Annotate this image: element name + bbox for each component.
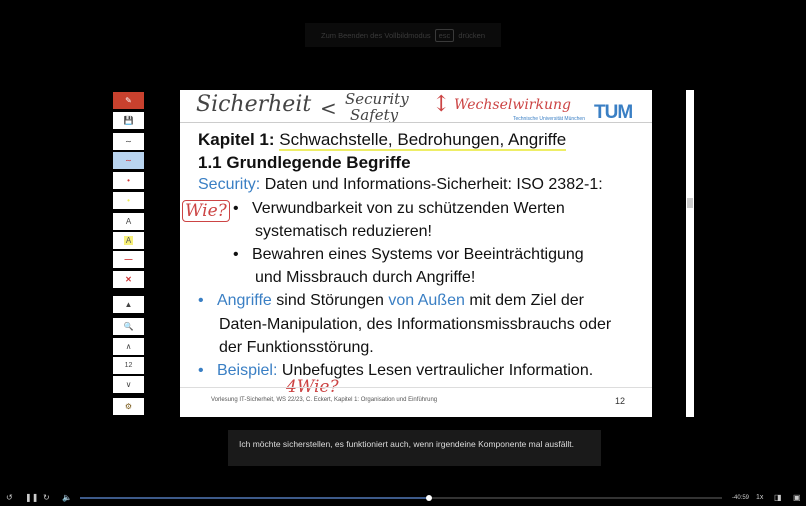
- beispiel-text: Unbefugtes Lesen vertraulicher Information.: [281, 362, 594, 379]
- dot-red-icon[interactable]: •: [113, 172, 144, 189]
- forward-icon[interactable]: ↻: [43, 493, 50, 502]
- pen-red-icon[interactable]: ∼: [113, 152, 144, 169]
- rewind-icon[interactable]: ↺: [6, 493, 13, 502]
- bullet2-line2: und Missbrauch durch Angriffe!: [255, 269, 476, 286]
- collapse-up-icon[interactable]: ▲: [113, 296, 144, 313]
- fullscreen-exit-icon[interactable]: ▣: [793, 493, 801, 502]
- pen-tool-icon[interactable]: ✎: [113, 92, 144, 109]
- bullet1-line1: Verwundbarkeit von zu schützenden Werten: [251, 200, 565, 217]
- university-name: Technische Universität München: [513, 116, 585, 122]
- delete-icon[interactable]: ✕: [113, 271, 144, 288]
- angriffe-line3: der Funktionsstörung.: [219, 339, 374, 356]
- security-label: Security:: [198, 176, 261, 193]
- slide-scrollbar[interactable]: [686, 90, 694, 417]
- tum-logo: TUM: [594, 102, 633, 123]
- handwriting-bracket: <: [320, 96, 337, 120]
- title-text: Schwachstelle, Bedrohungen, Angriffe: [279, 130, 567, 149]
- slide-subtitle: 1.1 Grundlegende Begriffe: [198, 153, 411, 172]
- slide: Sicherheit < Security Safety ↕ Wechselwirkung Technische Universität München TUM Kapitel 1: Schwachstelle, Bedrohungen, Angriffe 1.1 Grundlegende Begriffe Security: Daten und Informations-Sicherheit: ISO 2382-1: Wie? • Verwundbarkeit von zu schützenden Werten systematisch reduzieren! • Bewahren eines Systems vor Beeinträchtigung und Missbrauch durch Angriffe! • Angriffe sind Störungen von Außen mit dem Ziel der Daten-Manipulation, des Informationsmissbrauchs oder der Funktionsstörung. • Beispiel: Unbefugtes Lesen vertraulicher Information. 4Wie? Vorlesung IT-Sicherheit, WS 22/23, C. Eckert, Kapitel 1: Organisation und Einführung 12: [180, 90, 652, 417]
- angriffe-line2: Daten-Manipulation, des Informationsmissbrauchs oder: [219, 316, 612, 333]
- page-number: 12: [113, 357, 144, 374]
- dot-yellow-icon[interactable]: •: [113, 192, 144, 209]
- footer-divider: [180, 387, 652, 388]
- picture-in-picture-icon[interactable]: ◨: [774, 493, 782, 502]
- handwriting-sicherheit: Sicherheit: [196, 92, 312, 117]
- next-page-icon[interactable]: ∨: [113, 376, 144, 393]
- title-bold: Kapitel 1:: [198, 130, 275, 149]
- esc-key: esc: [435, 29, 455, 42]
- progress-fill: [80, 497, 429, 499]
- subtitle-caption: Ich möchte sicherstellen, es funktioniert auch, wenn irgendeine Komponente mal ausfällt.: [228, 430, 601, 466]
- angriffe-text: sind Störungen: [276, 292, 384, 309]
- hint-text-after: drücken: [458, 30, 485, 40]
- beispiel-label: Beispiel:: [216, 362, 278, 379]
- slide-footer: Vorlesung IT-Sicherheit, WS 22/23, C. Eckert, Kapitel 1: Organisation und Einführung: [211, 397, 438, 403]
- header-divider: [180, 122, 652, 123]
- fullscreen-hint: [305, 23, 501, 47]
- highlight-tool-icon[interactable]: A: [113, 232, 144, 249]
- bullet1-line2: systematisch reduzieren!: [255, 223, 432, 240]
- progress-handle[interactable]: [426, 495, 432, 501]
- handwriting-safety: Safety: [350, 106, 399, 124]
- slide-page-number: 12: [615, 396, 626, 406]
- pen-black-icon[interactable]: ∼: [113, 133, 144, 150]
- security-text: Daten und Informations-Sicherheit: ISO 2382-1:: [264, 176, 603, 193]
- search-icon[interactable]: 🔍: [113, 318, 144, 335]
- angriffe-blue: von Außen: [388, 292, 465, 309]
- settings-gear-icon[interactable]: ⚙: [113, 398, 144, 415]
- previous-page-icon[interactable]: ∧: [113, 338, 144, 355]
- playback-speed[interactable]: 1x: [756, 494, 764, 501]
- handwriting-wechselwirkung: Wechselwirkung: [454, 97, 571, 113]
- save-icon[interactable]: 💾: [113, 112, 144, 129]
- pause-icon[interactable]: ❚❚: [25, 493, 39, 502]
- time-remaining: -40:59: [732, 495, 750, 501]
- handwriting-wie2: 4Wie?: [286, 377, 339, 397]
- progress-bar[interactable]: [80, 497, 722, 499]
- volume-icon[interactable]: 🔈: [62, 493, 72, 502]
- angriffe-label: Angriffe: [216, 292, 272, 309]
- scrollbar-thumb[interactable]: [687, 198, 693, 208]
- text-tool-icon[interactable]: A: [113, 213, 144, 230]
- handwriting-security: Security: [345, 90, 409, 108]
- bullet2-line1: Bewahren eines Systems vor Beeinträchtigung: [251, 246, 584, 263]
- hint-text: Zum Beenden des Vollbildmodus: [320, 30, 431, 40]
- eraser-line-icon[interactable]: —: [113, 251, 144, 268]
- handwriting-arrow: ↕: [432, 92, 451, 117]
- handwriting-wie: Wie?: [182, 200, 230, 222]
- angriffe-text2: mit dem Ziel der: [469, 292, 585, 309]
